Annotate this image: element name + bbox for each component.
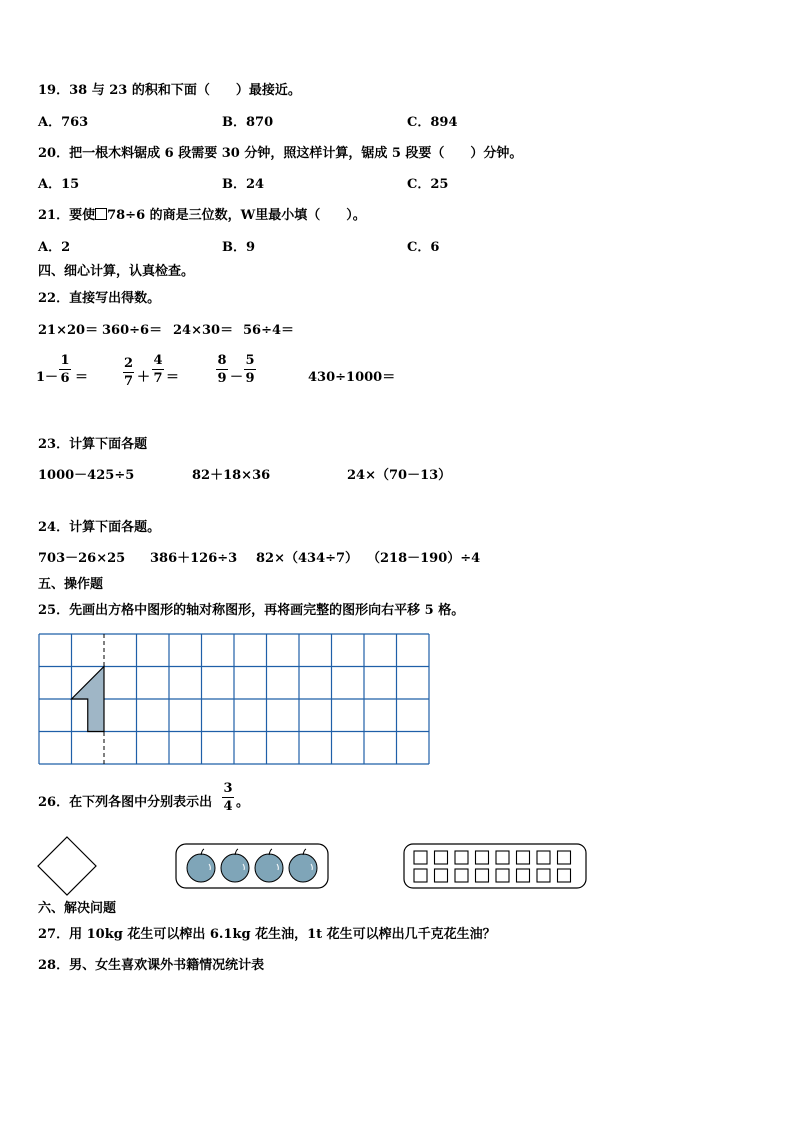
denominator: 9	[245, 371, 255, 386]
section-4-heading: 四、细心计算，认真检查。	[38, 264, 195, 279]
q24-item-2: 386＋126÷3	[150, 551, 238, 566]
q23-item-3: 24×（70－13）	[347, 468, 452, 483]
q21-stem	[38, 208, 366, 224]
small-square	[414, 851, 427, 864]
diamond-shape	[36, 835, 98, 897]
denominator: 7	[123, 374, 134, 389]
q21-option-b: B．9	[222, 240, 256, 255]
q26-title-prefix: 26．在下列各图中分别表示出	[38, 795, 213, 810]
denominator: 7	[153, 371, 163, 386]
numerator: 5	[245, 353, 255, 368]
q24-title: 24．计算下面各题。	[38, 520, 161, 535]
q21-option-c: C．6	[407, 240, 440, 255]
q21-option-a: A．2	[38, 240, 71, 255]
q24-item-3: 82×（434÷7）	[256, 551, 359, 566]
square-group	[403, 843, 587, 889]
minus-sign: －	[230, 370, 244, 385]
q20-stem: 20．把一根木料锯成 6 段需要 30 分钟，照这样计算，锯成 5 段要（ ）分钟。	[38, 146, 523, 161]
q20-option-c: C．25	[407, 177, 449, 192]
small-square	[537, 869, 550, 882]
q21-stem-prefix: 21．要使	[38, 208, 96, 223]
q21-stem-suffix: 78÷6 的商是三位数，W里最小填（ ）。	[107, 208, 366, 223]
q22-title: 22．直接写出得数。	[38, 291, 161, 306]
q20-option-a: A．15	[38, 177, 80, 192]
q22-frac1-equals: ＝	[75, 370, 89, 385]
small-square	[476, 851, 489, 864]
q22-item-3: 24×30＝	[173, 323, 234, 338]
q27-text: 27．用 10kg 花生可以榨出 6.1kg 花生油，1t 花生可以榨出几千克花生油？	[38, 927, 496, 942]
fraction-4-7	[152, 353, 164, 386]
small-square	[455, 851, 468, 864]
small-square	[496, 851, 509, 864]
q19-option-b: B．870	[222, 115, 274, 130]
numerator: 8	[217, 353, 227, 368]
q22-item-1: 21×20＝	[38, 323, 99, 338]
small-square	[496, 869, 509, 882]
apple-group	[175, 843, 329, 889]
q22-frac2-equals: ＝	[166, 370, 180, 385]
q22-frac1-prefix: 1－	[36, 370, 59, 385]
section-5-heading: 五、操作题	[38, 577, 104, 592]
q19-stem: 19．38 与 23 的积和下面（ ）最接近。	[38, 83, 301, 98]
section-6-heading: 六、解决问题	[38, 901, 117, 916]
q22-item-last: 430÷1000＝	[308, 370, 396, 385]
small-square	[517, 851, 530, 864]
fraction-2-7	[123, 356, 134, 389]
q23-item-2: 82＋18×36	[192, 468, 271, 483]
numerator: 3	[223, 781, 233, 796]
fraction-5-9	[244, 353, 256, 386]
fraction-3-4	[222, 781, 234, 814]
small-square	[435, 851, 448, 864]
q23-title: 23．计算下面各题	[38, 437, 148, 452]
q22-item-4: 56÷4＝	[243, 323, 295, 338]
q22-item-2: 360÷6＝	[102, 323, 163, 338]
small-square	[537, 851, 550, 864]
blank-box	[95, 208, 107, 220]
fraction-1-6	[59, 353, 71, 386]
q26-title-suffix: 。	[236, 795, 250, 810]
q20-option-b: B．24	[222, 177, 265, 192]
q25-title: 25．先画出方格中图形的轴对称图形，再将画完整的图形向右平移 5 格。	[38, 603, 465, 618]
q24-item-1: 703－26×25	[38, 551, 126, 566]
q19-option-a: A．763	[38, 115, 89, 130]
numerator: 2	[123, 356, 134, 371]
numerator: 1	[60, 353, 70, 368]
small-square	[517, 869, 530, 882]
fraction-8-9	[216, 353, 228, 386]
denominator: 4	[223, 799, 233, 814]
small-square	[476, 869, 489, 882]
small-square	[558, 869, 571, 882]
numerator: 4	[153, 353, 163, 368]
small-square	[435, 869, 448, 882]
denominator: 9	[217, 371, 227, 386]
small-square	[558, 851, 571, 864]
q19-option-c: C．894	[407, 115, 458, 130]
q28-text: 28．男、女生喜欢课外书籍情况统计表	[38, 958, 265, 973]
given-shape	[72, 667, 105, 732]
plus-sign: ＋	[137, 370, 151, 385]
denominator: 6	[60, 371, 70, 386]
small-square	[455, 869, 468, 882]
q23-item-1: 1000－425÷5	[38, 468, 135, 483]
q24-item-4: （218－190）÷4	[367, 551, 481, 566]
small-square	[414, 869, 427, 882]
symmetry-grid	[38, 633, 432, 765]
